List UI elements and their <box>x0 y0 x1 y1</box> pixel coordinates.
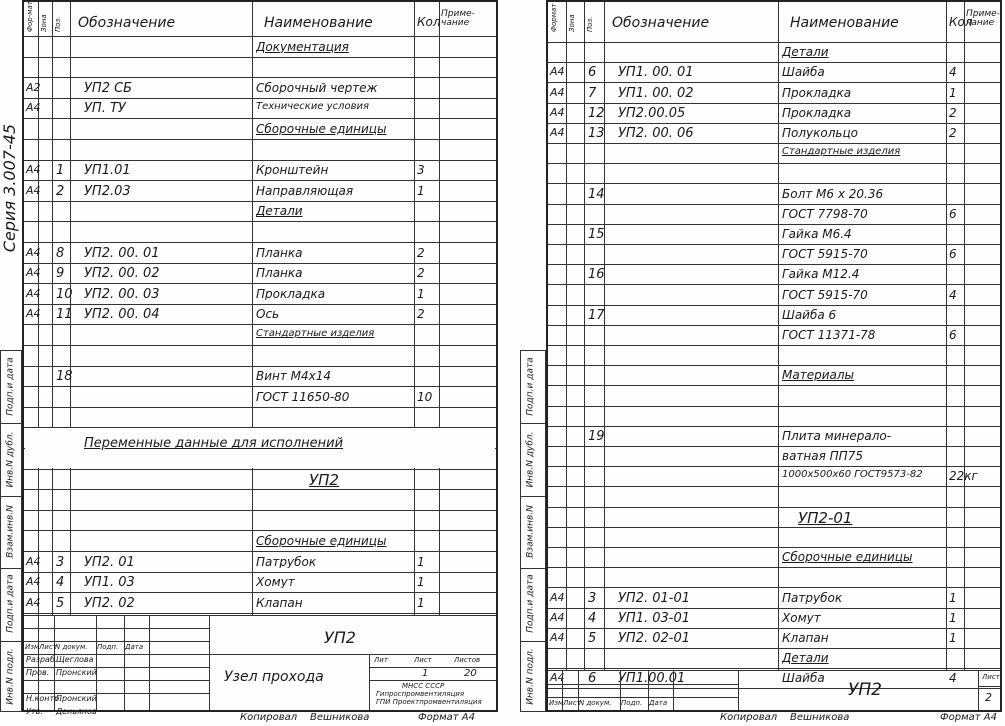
right-row-format: А4 <box>550 631 565 644</box>
left-row-line <box>24 469 496 470</box>
left-row-format: А4 <box>26 101 41 115</box>
right-row-line <box>548 163 1000 164</box>
left-row-line <box>24 160 496 161</box>
right-header-designation: Обозначение <box>612 15 710 31</box>
left-row-name: Винт М4х14 <box>256 370 332 383</box>
right-header-qty: Кол <box>949 15 973 29</box>
left-row-name: Сборочный чертеж <box>256 81 378 94</box>
right-row-name: Полукольцо <box>782 127 858 139</box>
right-row-name: Шайба <box>782 672 825 685</box>
right-row-qty: 4 <box>949 671 957 686</box>
left-stamp-org1: МНСС СССР <box>402 682 445 690</box>
right-row-name: Патрубок <box>782 591 843 604</box>
right-row-designation: УП2. 02-01 <box>618 631 691 646</box>
left-stamp-name: Пронский <box>56 668 97 677</box>
left-col-line <box>414 2 415 615</box>
left-stamp-row-line <box>24 667 209 668</box>
left-row-designation: УП2 СБ <box>84 80 133 96</box>
right-section-heading: Сборочные единицы <box>782 551 913 564</box>
right-row-line <box>548 587 1000 588</box>
left-row-name: Клапан <box>256 596 303 609</box>
left-header-line <box>24 36 496 37</box>
right-row-line <box>548 325 1000 326</box>
left-row-line <box>24 98 496 99</box>
left-strip-label: Взам.инв.N <box>5 505 16 558</box>
right-row-pos: 19 <box>588 429 605 444</box>
right-row-qty: 1 <box>949 590 957 605</box>
right-header-zone: Зона <box>568 14 576 32</box>
right-stamp-sheet-no: 2 <box>985 691 992 704</box>
left-row-line <box>24 283 496 284</box>
right-strip-label: Инв.N дубл. <box>525 431 536 488</box>
left-col-line <box>439 2 440 615</box>
right-stamp-row-line <box>548 684 738 685</box>
right-row-line <box>548 103 1000 104</box>
left-variant-title: УП2 <box>309 470 339 489</box>
left-row-designation: УП1.01 <box>84 163 131 179</box>
left-stamp-header: Подп. <box>97 643 119 651</box>
left-strip-label: Подп.и дата <box>5 357 16 416</box>
left-row-qty: 1 <box>417 183 425 198</box>
left-stamp-name: Деньянов <box>56 707 97 716</box>
right-row-qty: 4 <box>949 65 957 80</box>
left-stamp-org3: ГПИ Проектпромвентиляция <box>376 698 482 706</box>
right-footer-format: Формат А4 <box>940 712 997 723</box>
left-stamp-lit-value: 1 <box>422 668 429 679</box>
right-row-designation: УП2.00.05 <box>618 105 686 121</box>
right-row-qty: 1 <box>949 85 957 100</box>
right-row-name: ГОСТ 7798-70 <box>782 207 868 220</box>
left-col-line <box>52 2 53 615</box>
left-col-line <box>252 2 253 615</box>
left-row-name: Технические условия <box>256 102 369 113</box>
left-footer-format: Формат А4 <box>418 712 475 723</box>
right-header-pos: Поз. <box>586 16 594 32</box>
right-row-line <box>548 567 1000 568</box>
right-row-line <box>548 406 1000 407</box>
right-row-format: А4 <box>550 126 565 139</box>
left-row-line <box>24 304 496 305</box>
left-row-format: А4 <box>26 575 41 589</box>
right-row-line <box>548 264 1000 265</box>
left-stamp-row-line <box>24 628 209 629</box>
right-row-name: Болт М6 х 20.36 <box>782 187 884 200</box>
right-row-name: Прокладка <box>782 86 852 99</box>
left-row-line <box>24 366 496 367</box>
left-stamp-header: N докум. <box>55 643 88 651</box>
left-header-format: Фор-мат <box>26 1 34 32</box>
right-stamp-header: Подп. <box>621 699 643 707</box>
right-row-qty: 2 <box>949 105 957 120</box>
right-row-line <box>548 123 1000 124</box>
right-row-pos: 12 <box>588 105 605 121</box>
left-stamp-row-line <box>24 680 209 681</box>
left-row-designation: УП2. 00. 04 <box>84 307 160 323</box>
left-row-qty: 1 <box>417 575 425 590</box>
left-stamp-col-line <box>124 615 125 710</box>
left-row-line <box>24 510 496 511</box>
left-stamp-header: Лист <box>39 643 57 651</box>
right-row-name: Шайба 6 <box>782 308 837 321</box>
right-row-qty: 22кг <box>949 469 978 484</box>
left-row-line <box>24 221 496 222</box>
left-row-pos: 11 <box>56 307 73 323</box>
left-stamp-role: Пров. <box>26 668 50 677</box>
right-row-pos: 15 <box>588 227 605 242</box>
left-row-name: Направляющая <box>256 184 354 197</box>
left-row-line <box>24 572 496 573</box>
left-row-line <box>24 118 496 119</box>
right-footer-signer: Вешникова <box>790 712 850 723</box>
right-row-designation: УП1. 00. 02 <box>618 85 694 101</box>
left-stamp-top <box>24 615 496 616</box>
left-row-designation: УП2.03 <box>84 183 131 199</box>
left-stamp-row-line <box>24 641 209 642</box>
right-row-pos: 6 <box>588 671 597 687</box>
left-side-strip <box>0 350 22 712</box>
right-row-qty: 6 <box>949 328 957 342</box>
left-row-name: Патрубок <box>256 555 317 568</box>
right-row-line <box>548 507 1000 508</box>
left-stamp-org2: Гипроспромвентиляция <box>376 690 465 698</box>
left-stamp-code: УП2 <box>324 628 356 647</box>
left-header-name: Наименование <box>264 15 373 31</box>
right-row-designation: УП2. 01-01 <box>618 590 691 606</box>
right-row-line <box>548 305 1000 306</box>
right-row-designation: УП1.00.01 <box>618 671 686 687</box>
right-row-designation: УП2. 00. 06 <box>618 126 694 141</box>
left-row-designation: УП2. 00. 03 <box>84 286 160 302</box>
right-row-pos: 4 <box>588 610 597 626</box>
right-row-format: А4 <box>550 105 565 119</box>
left-row-line <box>24 201 496 202</box>
right-row-format: А4 <box>550 590 565 604</box>
right-row-line <box>548 284 1000 285</box>
right-row-format: А4 <box>550 65 565 79</box>
left-stamp-name: Пронский <box>56 694 97 703</box>
right-row-format: А4 <box>550 610 565 624</box>
left-row-designation: УП2. 00. 01 <box>84 245 160 261</box>
left-section-heading: Документация <box>256 40 349 53</box>
right-row-qty: 4 <box>949 287 957 302</box>
left-stamp-header: Дата <box>125 643 144 651</box>
right-row-name: Плита минерало- <box>782 430 892 442</box>
left-row-format: А4 <box>26 163 41 177</box>
right-row-line <box>548 527 1000 528</box>
left-footer-copied: Копировал <box>240 712 298 723</box>
left-row-qty: 1 <box>417 286 425 301</box>
right-row-name: Клапан <box>782 632 829 644</box>
left-series-label: Серия 3.007-45 <box>0 123 19 253</box>
left-row-line <box>24 139 496 140</box>
left-stamp-code-line <box>209 654 496 655</box>
right-spec-table <box>548 2 1000 710</box>
right-header-line <box>548 42 1000 43</box>
left-row-name: Ось <box>256 308 280 321</box>
right-stamp-sheet-label: Лист <box>982 673 1000 681</box>
right-variant-title: УП2-01 <box>798 508 853 527</box>
left-header-zone: Зона <box>40 14 48 32</box>
left-row-format: А4 <box>26 286 41 300</box>
left-row-qty: 2 <box>417 266 425 281</box>
right-row-pos: 7 <box>588 85 597 101</box>
right-row-pos: 17 <box>588 307 605 323</box>
right-row-name: ГОСТ 5915-70 <box>782 288 868 301</box>
left-row-line <box>24 263 496 264</box>
left-row-pos: 5 <box>56 595 65 611</box>
right-row-format: А4 <box>550 85 565 99</box>
right-row-line <box>548 244 1000 245</box>
left-row-format: А2 <box>26 80 41 94</box>
right-row-pos: 6 <box>588 65 597 81</box>
left-stamp-lit-label: Листов <box>454 656 481 664</box>
left-header-designation: Обозначение <box>78 15 176 31</box>
left-row-qty: 2 <box>417 245 425 260</box>
right-row-pos: 16 <box>588 267 605 283</box>
left-header-note: Приме-чание <box>441 9 475 28</box>
right-row-line <box>548 688 1000 689</box>
left-footer-signer: Вешникова <box>310 712 370 723</box>
left-row-line <box>24 324 496 325</box>
right-row-line <box>548 82 1000 83</box>
right-row-line <box>548 183 1000 184</box>
right-row-line <box>548 486 1000 487</box>
right-row-line <box>548 204 1000 205</box>
right-sheet <box>546 0 1002 712</box>
left-stamp-col-line <box>149 615 150 710</box>
right-stamp-sheet-line2 <box>978 686 1000 687</box>
left-strip-label: Подп.и дата <box>5 574 16 634</box>
left-header-qty: Кол <box>417 15 441 29</box>
right-stamp-header: N докум. <box>579 699 612 707</box>
left-row-line <box>24 530 496 531</box>
right-section-heading: Материалы <box>782 369 854 382</box>
right-section-heading: Детали <box>782 652 829 665</box>
left-row-line <box>24 242 496 243</box>
left-row-format: А4 <box>26 245 41 259</box>
left-row-line <box>24 407 496 408</box>
right-row-line <box>548 62 1000 63</box>
right-strip-label: Подп.и дата <box>525 357 536 416</box>
right-row-name: ватная ПП75 <box>782 450 863 463</box>
left-stamp-header: Изм <box>25 643 40 651</box>
left-row-name: Прокладка <box>256 287 326 300</box>
right-row-name: ГОСТ 5915-70 <box>782 248 868 261</box>
right-row-line <box>548 628 1000 629</box>
right-side-strip <box>520 350 546 712</box>
right-row-pos: 14 <box>588 186 605 202</box>
right-row-line <box>548 426 1000 427</box>
right-row-line <box>548 466 1000 467</box>
left-row-name: Хомут <box>256 576 295 589</box>
left-row-qty: 1 <box>417 554 425 569</box>
left-row-format: А4 <box>26 554 41 568</box>
left-header-pos: Поз. <box>54 16 62 32</box>
left-row-name: Кронштейн <box>256 164 329 177</box>
left-section-heading: Детали <box>256 205 303 218</box>
right-stamp-col-line <box>673 670 674 710</box>
left-row-format: А4 <box>26 595 41 609</box>
right-header-name: Наименование <box>790 15 899 31</box>
left-row-format: А4 <box>26 307 41 321</box>
left-row-pos: 3 <box>56 554 65 570</box>
right-row-designation: УП1. 00. 01 <box>618 65 694 81</box>
left-stamp-name: Щеглова <box>56 655 94 664</box>
right-row-qty: 1 <box>949 610 957 625</box>
right-row-line <box>548 385 1000 386</box>
left-row-qty: 10 <box>417 389 433 404</box>
right-row-line <box>548 345 1000 346</box>
right-strip-label: Взам.инв.N <box>525 505 536 558</box>
left-section-heading: Сборочные единицы <box>256 535 387 547</box>
left-row-designation: УП2. 02 <box>84 595 135 611</box>
left-section-heading: Сборочные единицы <box>256 123 387 135</box>
right-row-name: Гайка М12.4 <box>782 268 860 281</box>
left-row-qty: 3 <box>417 163 425 178</box>
left-stamp-lit-label: Лит <box>374 656 388 664</box>
left-row-line <box>24 592 496 593</box>
right-stamp-header: Дата <box>649 699 668 707</box>
left-row-line <box>24 613 496 614</box>
left-strip-label: Инв.N дубл. <box>5 431 16 488</box>
left-row-pos: 9 <box>56 266 65 282</box>
left-row-format: А4 <box>26 183 41 197</box>
left-row-line <box>24 57 496 58</box>
left-row-designation: УП2. 00. 02 <box>84 266 160 282</box>
right-row-pos: 3 <box>588 590 597 606</box>
left-row-line <box>24 386 496 387</box>
right-row-qty: 2 <box>949 126 957 140</box>
right-row-name: Прокладка <box>782 106 852 119</box>
right-header-note: Приме-чание <box>966 9 1000 28</box>
right-row-pos: 13 <box>588 126 605 141</box>
left-row-pos: 4 <box>56 575 65 591</box>
right-footer-copied: Копировал <box>720 712 778 723</box>
right-strip-label: Подп.и дата <box>525 574 536 634</box>
right-row-line <box>548 224 1000 225</box>
left-row-designation: УП2. 01 <box>84 554 135 570</box>
right-row-line <box>548 608 1000 609</box>
left-row-designation: УП. ТУ <box>84 101 126 117</box>
left-row-name: Планка <box>256 267 303 280</box>
right-strip-label: Инв.N подл. <box>525 647 536 705</box>
left-stamp-lit-label: Лист <box>414 656 432 664</box>
right-row-name: Шайба <box>782 66 825 79</box>
right-section-heading: Стандартные изделия <box>782 147 901 158</box>
left-stamp-lit-value: 20 <box>464 668 477 679</box>
right-row-line <box>548 143 1000 144</box>
right-row-line <box>548 547 1000 548</box>
left-row-qty: 2 <box>417 307 425 322</box>
left-stamp-col-line <box>209 615 210 710</box>
right-row-line <box>548 446 1000 447</box>
left-row-line <box>24 551 496 552</box>
left-row-pos: 8 <box>56 245 65 261</box>
right-row-qty: 6 <box>949 247 957 262</box>
right-stamp-sheet-line <box>978 670 979 710</box>
left-strip-label: Инв.N подл. <box>5 647 16 705</box>
left-section-heading: Стандартные изделия <box>256 329 375 339</box>
right-row-designation: УП1. 03-01 <box>618 610 691 626</box>
right-row-name: Хомут <box>782 611 821 624</box>
left-row-pos: 18 <box>56 369 73 385</box>
right-header-format: Формат <box>550 3 558 32</box>
right-row-format: А4 <box>550 671 565 685</box>
left-spec-table <box>24 1 496 716</box>
left-row-line <box>24 77 496 78</box>
right-row-name: 1000х500х60 ГОСТ9573-82 <box>782 470 923 481</box>
left-row-name: Планка <box>256 246 303 259</box>
left-stamp-lit-line3 <box>369 680 496 681</box>
right-stamp-row-line <box>548 697 738 698</box>
left-variable-data-title: Переменные данные для исполнений <box>84 436 344 452</box>
left-stamp-role: Н.контр. <box>26 694 62 703</box>
left-stamp-role: Утв. <box>26 707 43 716</box>
left-row-format: А4 <box>26 266 41 280</box>
right-stamp-code: УП2 <box>848 680 882 700</box>
right-stamp-top <box>548 670 1000 671</box>
left-row-designation: УП1. 03 <box>84 575 135 591</box>
right-row-line <box>548 648 1000 649</box>
left-row-line <box>24 489 496 490</box>
left-row-line <box>24 345 496 346</box>
left-row-pos: 10 <box>56 286 73 302</box>
right-row-qty: 6 <box>949 206 957 221</box>
right-stamp-header: Изм <box>549 699 564 707</box>
right-stamp-header: Лист <box>563 699 581 707</box>
left-stamp-lit-line2 <box>369 667 496 668</box>
left-row-name: ГОСТ 11650-80 <box>256 390 350 403</box>
right-row-name: Гайка М6.4 <box>782 228 852 240</box>
left-row-qty: 1 <box>417 595 425 610</box>
right-row-qty: 1 <box>949 631 957 645</box>
left-stamp-role: Разраб. <box>26 655 58 664</box>
left-stamp-lit-line <box>369 654 370 710</box>
right-row-line <box>548 365 1000 366</box>
left-sheet <box>22 0 498 716</box>
right-stamp-col-line <box>738 670 739 710</box>
left-stamp-title: Узел прохода <box>224 669 324 685</box>
right-row-pos: 5 <box>588 631 597 646</box>
left-row-pos: 1 <box>56 163 65 179</box>
right-section-heading: Детали <box>782 46 829 59</box>
left-row-pos: 2 <box>56 183 65 199</box>
right-row-name: ГОСТ 11371-78 <box>782 329 876 341</box>
left-row-line <box>24 180 496 181</box>
